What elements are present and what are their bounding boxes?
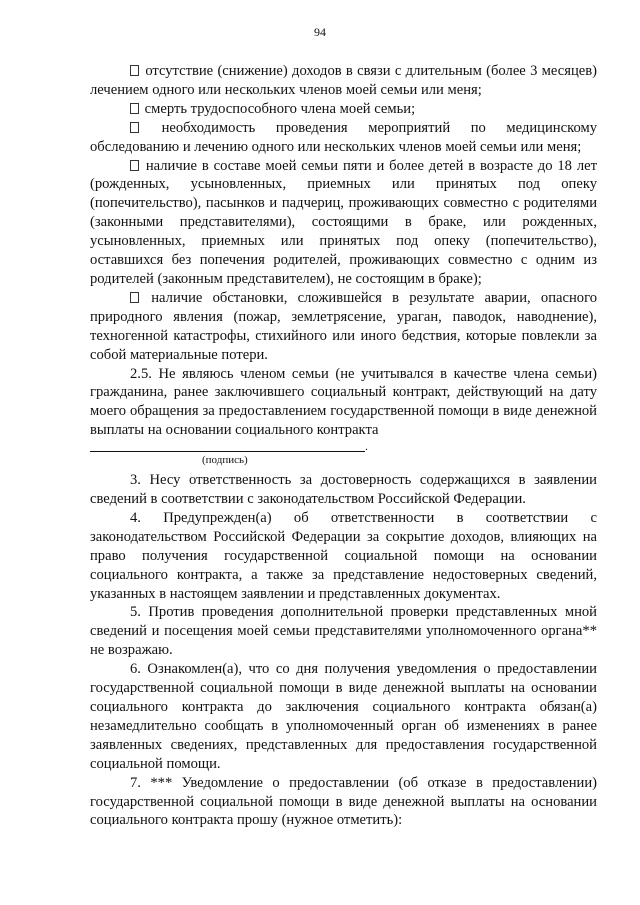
bullet-text: наличие в составе моей семьи пяти и более детей в возрасте до 18 лет (рожденных, усыновленных, приемных или принятых под опеку (попечительство), пасынков и падчериц, проживающих совместно с родителями (законными представителями), состоящими в браке, или рожденных, усыновленных, приемных или принятых под опеку (попечительство), оставшихся без попечения родителей, проживающих совместно с одним из родителей (законным представителем), не состоящим в браке); (90, 157, 597, 287)
bullet-text: отсутствие (снижение) доходов в связи с длительным (более 3 месяцев) лечением одного или нескольких членов моей семьи или меня; (90, 63, 597, 98)
page-number: 94 (314, 25, 326, 39)
checkbox-icon (130, 292, 139, 303)
signature-end: . (365, 439, 368, 454)
signature-caption: (подпись) (202, 454, 248, 467)
bullet-text: наличие обстановки, сложившейся в результате аварии, опасного природного явления (пожар, землетрясение, ураган, паводок, наводнение), техногенной катастрофы, стихийного или иного бедствия, которые повлекли за собой материальные потери. (90, 289, 597, 363)
bullet-item (90, 62, 597, 100)
paragraph-6: 6. Ознакомлен(а), что со дня получения уведомления о предоставлении государственной социальной помощи в виде денежной выплаты на основании социального контракта до заключения социального контракта обязан(а) незамедлительно сообщать в уполномоченный орган об изменениях в ранее заявленных сведениях, представленных для предоставления государственной социальной помощи. (90, 661, 597, 772)
paragraph-4: 4. Предупрежден(а) об ответственности в соответствии с законодательством Российской Федерации за сокрытие доходов, влияющих на право получения государственной социальной помощи на основании социального контракта, а также за представление недостоверных сведений, указанных в настоящем заявлении и представленных документах. (90, 509, 597, 602)
bullet-text: необходимость проведения мероприятий по медицинскому обследованию и лечению одного или нескольких членов моей семьи или меня; (90, 119, 597, 155)
bullet-item (90, 157, 597, 289)
bullet-item (90, 100, 597, 119)
checkbox-icon (130, 122, 139, 133)
signature-line[interactable] (90, 451, 365, 452)
paragraph-2-5: 2.5. Не являюсь членом семьи (не учитывался в качестве члена семьи) гражданина, ранее заключившего социальный контракт, действующий на дату моего обращения за предоставлением государственной помощи в виде денежной выплаты на основании социального контракта (90, 365, 597, 439)
paragraph-5: 5. Против проведения дополнительной проверки представленных мной сведений и посещения моей семьи представителями уполномоченного органа** не возражаю. (90, 604, 597, 659)
checkbox-icon (130, 103, 139, 114)
checkbox-icon (130, 160, 139, 171)
paragraph-7: 7. *** Уведомление о предоставлении (об отказе в предоставлении) государственной социальной помощи в виде денежной выплаты на основании социального контракта прошу (нужное отметить): (90, 774, 597, 829)
document-body (90, 62, 597, 830)
paragraph-3: 3. Несу ответственность за достоверность содержащихся в заявлении сведений в соответствии с законодательством Российской Федерации. (90, 472, 597, 508)
bullet-item (90, 119, 597, 157)
bullet-text: смерть трудоспособного члена моей семьи; (144, 100, 416, 117)
bullet-item (90, 289, 597, 365)
checkbox-icon (130, 65, 139, 76)
